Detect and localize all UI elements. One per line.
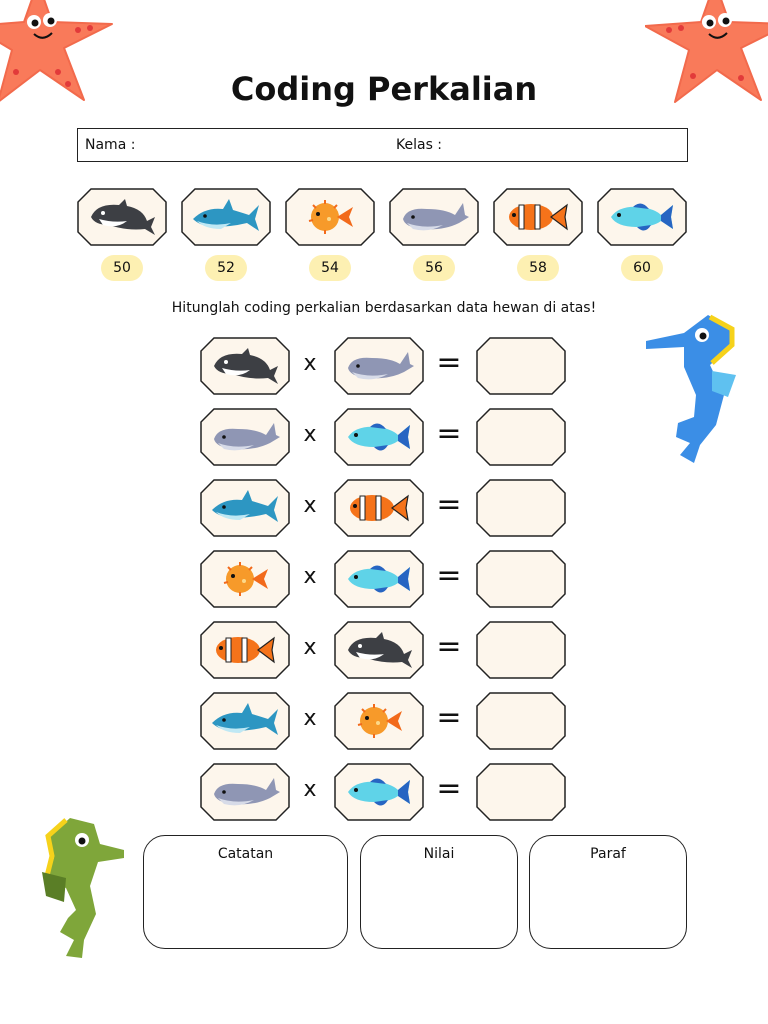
- legend-clownfish: [493, 188, 583, 246]
- times-sign: x: [303, 777, 317, 802]
- student-info-box: [77, 128, 688, 162]
- equals-sign: =: [436, 487, 462, 522]
- name-label: Nama :: [85, 137, 136, 153]
- score-box: [360, 835, 518, 949]
- blue-seahorse-icon: [640, 305, 740, 470]
- legend-orca: [77, 188, 167, 246]
- equals-sign: =: [436, 345, 462, 380]
- equals-sign: =: [436, 700, 462, 735]
- problem-7-right: [334, 763, 424, 821]
- green-seahorse-icon: [36, 810, 128, 965]
- signature-box: [529, 835, 687, 949]
- answer-box-7[interactable]: [476, 763, 566, 821]
- problem-5-right: [334, 621, 424, 679]
- times-sign: x: [303, 351, 317, 376]
- notes-box: [143, 835, 348, 949]
- worksheet-title: Coding Perkalian: [230, 70, 538, 108]
- instruction-text: Hitunglah coding perkalian berdasarkan data hewan di atas!: [171, 300, 597, 316]
- legend-value-whale: 56: [413, 255, 455, 281]
- problem-3-right: [334, 479, 424, 537]
- legend-value-shark: 52: [205, 255, 247, 281]
- problem-1-left: [200, 337, 290, 395]
- legend-value-clownfish: 58: [517, 255, 559, 281]
- equals-sign: =: [436, 416, 462, 451]
- problem-7-left: [200, 763, 290, 821]
- notes-label: Catatan: [217, 846, 274, 862]
- equals-sign: =: [436, 558, 462, 593]
- equals-sign: =: [436, 771, 462, 806]
- class-label: Kelas :: [396, 137, 443, 153]
- answer-box-1[interactable]: [476, 337, 566, 395]
- times-sign: x: [303, 706, 317, 731]
- times-sign: x: [303, 422, 317, 447]
- legend-whale: [389, 188, 479, 246]
- legend-shark: [181, 188, 271, 246]
- times-sign: x: [303, 493, 317, 518]
- problem-4-left: [200, 550, 290, 608]
- problem-6-left: [200, 692, 290, 750]
- answer-box-4[interactable]: [476, 550, 566, 608]
- legend-value-orca: 50: [101, 255, 143, 281]
- problem-2-left: [200, 408, 290, 466]
- problem-5-left: [200, 621, 290, 679]
- problem-4-right: [334, 550, 424, 608]
- problem-1-right: [334, 337, 424, 395]
- times-sign: x: [303, 635, 317, 660]
- problem-6-right: [334, 692, 424, 750]
- times-sign: x: [303, 564, 317, 589]
- legend-value-pufferfish: 54: [309, 255, 351, 281]
- problem-2-right: [334, 408, 424, 466]
- legend-bluefish: [597, 188, 687, 246]
- legend-value-bluefish: 60: [621, 255, 663, 281]
- answer-box-2[interactable]: [476, 408, 566, 466]
- answer-box-6[interactable]: [476, 692, 566, 750]
- answer-box-3[interactable]: [476, 479, 566, 537]
- signature-label: Paraf: [590, 846, 626, 862]
- problem-3-left: [200, 479, 290, 537]
- equals-sign: =: [436, 629, 462, 664]
- answer-box-5[interactable]: [476, 621, 566, 679]
- legend-pufferfish: [285, 188, 375, 246]
- score-label: Nilai: [423, 846, 455, 862]
